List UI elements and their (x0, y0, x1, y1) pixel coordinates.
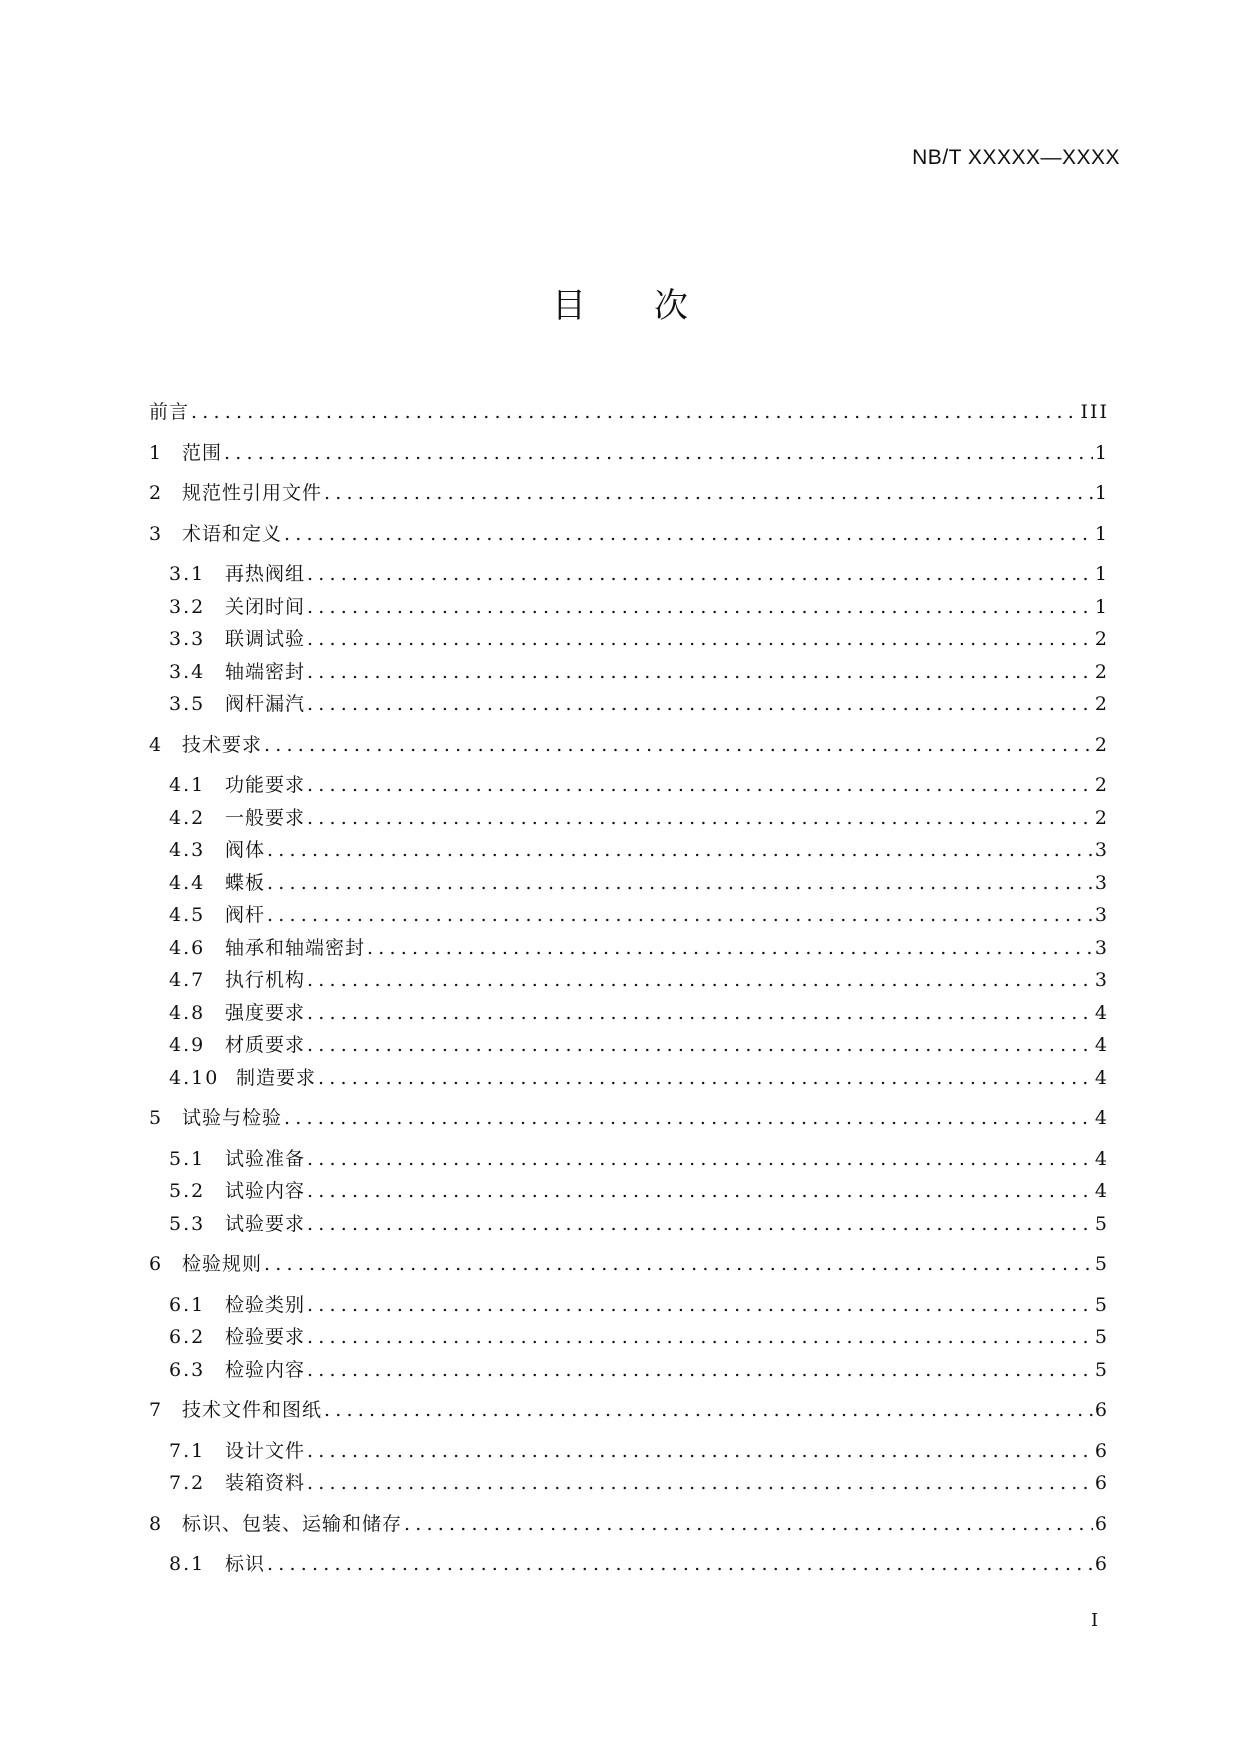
toc-entry-title: 技术要求 (182, 733, 263, 756)
toc-entry[interactable] (149, 725, 1109, 766)
dot-leader (267, 834, 1093, 867)
dot-leader (307, 1289, 1093, 1322)
toc-entry-title: 联调试验 (225, 628, 306, 650)
toc-entry[interactable] (149, 591, 1109, 624)
toc-entry-number: 8 (149, 1512, 164, 1535)
dot-leader (264, 1248, 1093, 1281)
toc-entry-page: 6 (1094, 1439, 1109, 1462)
toc-entry-title: 检验类别 (225, 1293, 306, 1316)
dot-leader (307, 1175, 1093, 1208)
dot-leader (307, 1467, 1093, 1500)
toc-entry[interactable] (149, 1062, 1109, 1095)
dot-leader (307, 1143, 1093, 1176)
toc-entry-title: 术语和定义 (182, 522, 283, 545)
toc-entry-title: 一般要求 (225, 806, 306, 829)
toc-entry-page: 1 (1094, 441, 1109, 464)
toc-entry[interactable] (149, 433, 1109, 474)
toc-entry-number: 2 (149, 482, 164, 504)
toc-entry-number: 4.6 (169, 936, 206, 959)
toc-entry-number: 3.4 (169, 660, 206, 683)
dot-leader (267, 867, 1093, 900)
toc-entry-page: 2 (1094, 774, 1109, 796)
toc-entry[interactable] (149, 558, 1109, 591)
dot-leader (404, 1508, 1093, 1541)
toc-entry-title: 阀杆 (225, 904, 266, 926)
toc-entry[interactable] (149, 1467, 1109, 1500)
dot-leader (307, 1208, 1093, 1241)
toc-entry-page: 5 (1094, 1212, 1109, 1235)
toc-entry-page: 3 (1094, 839, 1109, 861)
toc-entry-page: 3 (1094, 936, 1109, 959)
toc-entry-page: 3 (1094, 904, 1109, 926)
toc-entry-page: III (1080, 401, 1109, 423)
toc-entry-title: 范围 (182, 441, 223, 464)
toc-entry-title: 标识、包装、运输和储存 (182, 1512, 403, 1535)
dot-leader (307, 1321, 1093, 1354)
toc-entry[interactable] (149, 1244, 1109, 1285)
toc-entry-page: 3 (1094, 969, 1109, 991)
toc-entry-number: 4.4 (169, 871, 206, 894)
toc-entry-page: 4 (1094, 1180, 1109, 1202)
toc-entry-page: 6 (1094, 1512, 1109, 1535)
toc-entry[interactable] (149, 1435, 1109, 1468)
standard-number-header: NB/T XXXXX—XXXX (912, 146, 1120, 169)
title-char: 目 (552, 286, 586, 326)
toc-entry[interactable] (149, 1175, 1109, 1208)
toc-entry[interactable] (149, 1208, 1109, 1241)
toc-entry-number: 4.2 (169, 806, 206, 829)
toc-entry[interactable] (149, 932, 1109, 965)
toc-entry-page: 6 (1094, 1472, 1109, 1494)
page-number: I (1091, 1610, 1099, 1631)
toc-entry[interactable] (149, 392, 1109, 433)
toc-entry[interactable] (149, 1098, 1109, 1139)
toc-entry-title: 执行机构 (225, 969, 306, 991)
toc-entry[interactable] (149, 997, 1109, 1030)
toc-entry-page: 1 (1094, 563, 1109, 585)
toc-entry-page: 4 (1094, 1107, 1109, 1129)
toc-entry-number: 3 (149, 522, 164, 545)
toc-entry[interactable] (149, 1354, 1109, 1387)
dot-leader (284, 1102, 1093, 1135)
toc-entry[interactable] (149, 1029, 1109, 1062)
dot-leader (324, 477, 1093, 510)
dot-leader (367, 932, 1093, 965)
toc-entry-number: 6 (149, 1253, 164, 1275)
toc-entry-title: 再热阀组 (225, 563, 306, 585)
toc-entry-number: 7 (149, 1399, 164, 1421)
toc-entry-title: 轴承和轴端密封 (225, 936, 366, 959)
toc-entry-page: 2 (1094, 693, 1109, 715)
toc-entry-title: 检验内容 (225, 1358, 306, 1381)
toc-entry[interactable] (149, 623, 1109, 656)
toc-entry-number: 3.3 (169, 628, 206, 650)
toc-entry-title: 试验内容 (225, 1180, 306, 1202)
dot-leader (307, 1354, 1093, 1387)
dot-leader (307, 591, 1093, 624)
toc-entry-page: 5 (1094, 1293, 1109, 1316)
toc-entry-number: 4.10 (169, 1066, 220, 1089)
toc-entry-title: 材质要求 (225, 1034, 306, 1056)
toc-entry[interactable] (149, 964, 1109, 997)
toc-entry-number: 4.8 (169, 1001, 206, 1024)
toc-entry-title: 关闭时间 (225, 595, 306, 618)
toc-entry-number: 4 (149, 733, 164, 756)
toc-entry[interactable] (149, 899, 1109, 932)
toc-entry-number: 5.1 (169, 1147, 206, 1170)
page-title (0, 278, 1240, 327)
dot-leader (307, 997, 1093, 1030)
toc-entry-page: 4 (1094, 1066, 1109, 1089)
toc-entry-page: 1 (1094, 482, 1109, 504)
dot-leader (307, 688, 1093, 721)
dot-leader (284, 518, 1093, 551)
toc-entry[interactable] (149, 1390, 1109, 1431)
toc-entry-number: 1 (149, 441, 164, 464)
dot-leader (324, 1394, 1093, 1427)
toc-subsection-group (149, 1544, 1109, 1585)
toc-entry-number: 4.7 (169, 969, 206, 991)
toc-entry-page: 5 (1094, 1326, 1109, 1348)
toc-entry-page: 6 (1094, 1553, 1109, 1575)
toc-entry-page: 2 (1094, 628, 1109, 650)
toc-entry-number: 3.1 (169, 563, 206, 585)
dot-leader (307, 623, 1093, 656)
toc-entry-number: 5.2 (169, 1180, 206, 1202)
toc-entry-page: 4 (1094, 1034, 1109, 1056)
dot-leader (264, 729, 1093, 762)
toc-entry[interactable] (149, 867, 1109, 900)
toc-entry-page: 2 (1094, 806, 1109, 829)
toc-entry-number: 6.2 (169, 1326, 206, 1348)
toc-entry[interactable] (149, 834, 1109, 867)
toc-entry[interactable] (149, 1143, 1109, 1176)
toc-entry-title: 阀杆漏汽 (225, 693, 306, 715)
toc-entry-title: 功能要求 (225, 774, 306, 796)
toc-entry-page: 4 (1094, 1147, 1109, 1170)
dot-leader (267, 1548, 1093, 1581)
toc-entry-title: 规范性引用文件 (182, 482, 323, 504)
toc-entry-title: 蝶板 (225, 871, 266, 894)
toc-entry-title: 试验要求 (225, 1212, 306, 1235)
toc-entry-title: 检验要求 (225, 1326, 306, 1348)
dot-leader (191, 396, 1078, 429)
toc-entry-number: 5.3 (169, 1212, 206, 1235)
toc-entry-number: 3.5 (169, 693, 206, 715)
toc-entry-number: 7.1 (169, 1439, 206, 1462)
toc-entry-page: 6 (1094, 1399, 1109, 1421)
toc-entry-number: 8.1 (169, 1553, 206, 1575)
toc-entry-number: 7.2 (169, 1472, 206, 1494)
dot-leader (307, 656, 1093, 689)
toc-entry-title: 阀体 (225, 839, 266, 861)
toc-entry-page: 4 (1094, 1001, 1109, 1024)
toc-entry-number: 6.3 (169, 1358, 206, 1381)
toc-entry-title: 装箱资料 (225, 1472, 306, 1494)
toc-entry[interactable] (149, 1289, 1109, 1322)
toc-entry[interactable] (149, 656, 1109, 689)
toc-subsection-group (149, 1431, 1109, 1504)
dot-leader (307, 558, 1093, 591)
dot-leader (307, 1029, 1093, 1062)
toc-entry-title: 前言 (149, 401, 190, 423)
toc-entry[interactable] (149, 1321, 1109, 1354)
dot-leader (307, 964, 1093, 997)
toc-entry-title: 轴端密封 (225, 660, 306, 683)
title-char: 次 (654, 286, 688, 326)
dot-leader (318, 1062, 1093, 1095)
toc-entry[interactable] (149, 473, 1109, 514)
dot-leader (267, 899, 1093, 932)
toc-entry-number: 5 (149, 1107, 164, 1129)
toc-entry[interactable] (149, 1548, 1109, 1581)
toc-subsection-group (149, 765, 1109, 1098)
toc-entry-number: 4.5 (169, 904, 206, 926)
table-of-contents (149, 392, 1109, 1585)
toc-entry-page: 2 (1094, 733, 1109, 756)
toc-entry-title: 技术文件和图纸 (182, 1399, 323, 1421)
toc-entry[interactable] (149, 802, 1109, 835)
toc-entry[interactable] (149, 769, 1109, 802)
toc-entry-page: 5 (1094, 1358, 1109, 1381)
toc-entry-number: 4.9 (169, 1034, 206, 1056)
toc-entry-title: 制造要求 (236, 1066, 317, 1089)
dot-leader (307, 802, 1093, 835)
toc-entry-number: 3.2 (169, 595, 206, 618)
toc-entry-title: 标识 (225, 1553, 266, 1575)
toc-entry-title: 强度要求 (225, 1001, 306, 1024)
toc-entry-number: 6.1 (169, 1293, 206, 1316)
toc-entry-page: 3 (1094, 871, 1109, 894)
toc-subsection-group (149, 554, 1109, 725)
toc-entry[interactable] (149, 688, 1109, 721)
toc-subsection-group (149, 1285, 1109, 1391)
toc-entry-title: 检验规则 (182, 1253, 263, 1275)
dot-leader (224, 437, 1093, 470)
toc-entry-page: 1 (1094, 522, 1109, 545)
toc-entry[interactable] (149, 514, 1109, 555)
toc-entry-page: 5 (1094, 1253, 1109, 1275)
toc-entry-page: 2 (1094, 660, 1109, 683)
toc-entry-title: 设计文件 (225, 1439, 306, 1462)
dot-leader (307, 1435, 1093, 1468)
dot-leader (307, 769, 1093, 802)
toc-entry-number: 4.3 (169, 839, 206, 861)
toc-entry[interactable] (149, 1504, 1109, 1545)
toc-entry-number: 4.1 (169, 774, 206, 796)
toc-entry-page: 1 (1094, 595, 1109, 618)
toc-entry-title: 试验准备 (225, 1147, 306, 1170)
toc-subsection-group (149, 1139, 1109, 1245)
toc-entry-title: 试验与检验 (182, 1107, 283, 1129)
